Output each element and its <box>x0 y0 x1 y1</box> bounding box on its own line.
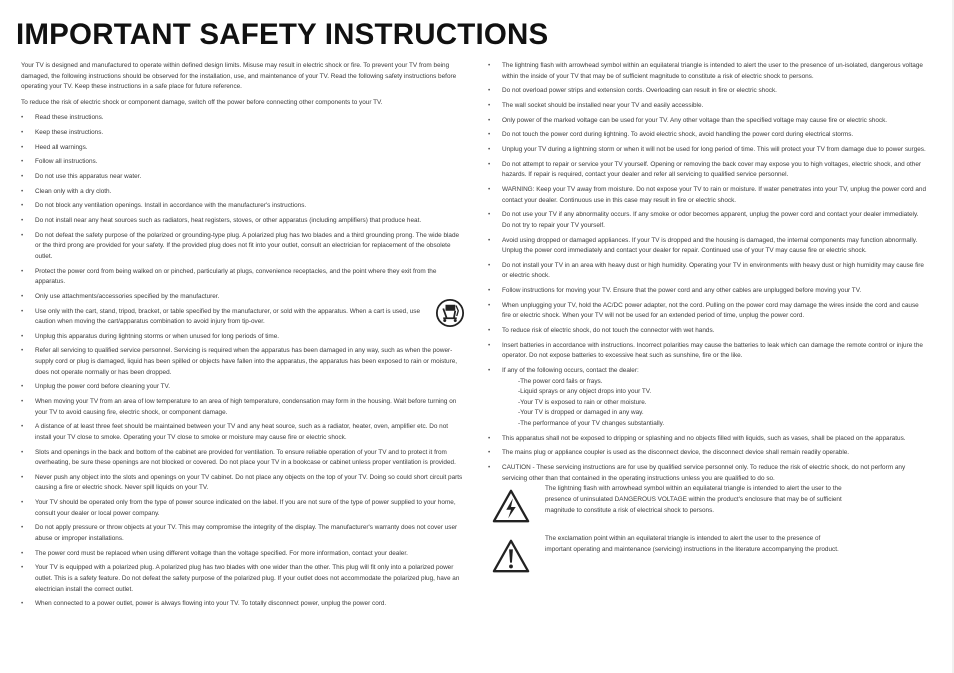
list-item: • Heed all warnings. <box>21 143 465 154</box>
list-item-cart <box>21 307 465 328</box>
lightning-triangle-icon <box>492 488 530 524</box>
list-item: • A distance of at least three feet should be maintained between your TV and any heat source, such as a radiator, heater, oven, amplifier etc. Do not install your TV close to smoke. Operating your TV close to smoke or moisture may cause fire or electric shock. <box>21 422 465 443</box>
list-item: • When connected to a power outlet, power is always flowing into your TV. To totally disconnect power, unplug the power cord. <box>21 599 465 610</box>
exclamation-warning <box>502 535 926 574</box>
list-item-conditions <box>502 366 926 430</box>
list-item: • Never push any object into the slots and openings on your TV cabinet. Do not place any objects on the top of your TV. Doing so could short circuit parts causing a fire or electric shock. Never spill liquids on your TV. <box>21 473 465 494</box>
list-item: • The mains plug or appliance coupler is used as the disconnect device, the disconnect device shall remain readily operable. <box>502 448 926 459</box>
list-item: • Protect the power cord from being walked on or pinched, particularly at plugs, convenience receptacles, and the point where they exit from the apparatus. <box>21 267 465 288</box>
cart-tip-over-icon <box>435 298 465 328</box>
list-item: • Insert batteries in accordance with instructions. Incorrect polarities may cause the batteries to leak which can damage the remote control or injure the operator. Do not expose batteries to excessive heat such as sunshine, fire or the like. <box>502 341 926 362</box>
list-item: • Do not block any ventilation openings. Install in accordance with the manufacturer's instructions. <box>21 201 465 212</box>
list-item: • Avoid using dropped or damaged appliances. If your TV is dropped and the housing is damaged, the internal components may function abnormally. Unplug the power cord immediately and contact your dealer for repair. Continued use of your TV may cause fire or electric shock. <box>502 236 926 257</box>
intro-paragraph: Your TV is designed and manufactured to operate within defined design limits. Misuse may result in electric shock or fire. To prevent your TV from being damaged, the following instructions should be observed for the installation, use, and maintenance of your TV. Read the following safety instructions before operating your TV. Keep these instructions in a safe place for future reference. <box>21 62 457 91</box>
list-item: • Unplug the power cord before cleaning your TV. <box>21 382 465 393</box>
list-item: • The power cord must be replaced when using different voltage than the voltage specified. For more information, contact your dealer. <box>21 549 465 560</box>
list-item: • Keep these instructions. <box>21 128 465 139</box>
list-item: • When unplugging your TV, hold the AC/DC power adapter, not the cord. Pulling on the power cord may damage the wires inside the cord and cause fire or electric shock. When your TV will not be used for an extended period of time, unplug the power cord. <box>502 301 926 322</box>
intro-paragraph-2: To reduce the risk of electric shock or component damage, switch off the power before connecting other components to your TV. <box>21 98 383 106</box>
list-item: • Do not touch the power cord during lightning. To avoid electric shock, avoid handling the power cord during electrical storms. <box>502 130 926 141</box>
condition-line: -Your TV is exposed to rain or other moisture. <box>518 398 647 406</box>
list-item: • The wall socket should be installed near your TV and easily accessible. <box>502 101 926 112</box>
list-item: • Follow instructions for moving your TV. Ensure that the power cord and any other cables are unplugged before moving your TV. <box>502 286 926 297</box>
list-item: • Do not attempt to repair or service your TV yourself. Opening or removing the back cover may expose you to high voltages, electric shock, and other hazards. If repair is required, contact your dealer and refer all servicing to qualified service personnel. <box>502 160 926 181</box>
list-item: • Unplug your TV during a lightning storm or when it will not be used for long period of time. This will protect your TV from damage due to power surges. <box>502 145 926 156</box>
condition-line: -Liquid sprays or any object drops into your TV. <box>518 388 652 396</box>
list-item: • Read these instructions. <box>21 113 465 124</box>
list-item: • WARNING: Keep your TV away from moisture. Do not expose your TV to rain or moisture. If water penetrates into your TV, unplug the power cord and contact your dealer. Continuous use in this case may result in fire or electric shock. <box>502 185 926 206</box>
list-item: • This apparatus shall not be exposed to dripping or splashing and no objects filled with liquids, such as vases, shall be placed on the apparatus. <box>502 434 926 445</box>
exclamation-triangle-icon <box>492 538 530 574</box>
list-item: • Follow all instructions. <box>21 157 465 168</box>
exclamation-warning-text: The exclamation point within an equilateral triangle is intended to alert the user to the presence of important operating and maintenance (servicing) instructions in the literature accompanying the product. <box>545 535 839 553</box>
list-item: • Your TV should be operated only from the type of power source indicated on the label. If you are not sure of the type of power supplied to your home, consult your dealer or local power company. <box>21 498 465 519</box>
list-item: • Do not use your TV if any abnormality occurs. If any smoke or odor becomes apparent, unplug the power cord and contact your dealer immediately. Do not try to repair your TV yourself. <box>502 210 926 231</box>
left-instruction-list <box>21 113 465 610</box>
condition-line: -Your TV is dropped or damaged in any way. <box>518 409 644 417</box>
page-title: IMPORTANT SAFETY INSTRUCTIONS <box>16 18 549 51</box>
list-item: • Unplug this apparatus during lightning storms or when unused for long periods of time. <box>21 332 465 343</box>
list-item: • Your TV is equipped with a polarized plug. A polarized plug has two blades with one wider than the other. This plug will fit only into a polarized power outlet. This is a safety feature. Do not defeat the safety purpose of the polarized plug. If your outlet does not accommodate the polarized plug, have an electrician install the correct outlet. <box>21 563 465 595</box>
list-item: • CAUTION - These servicing instructions are for use by qualified service personnel only. To reduce the risk of electric shock, do not perform any servicing other than that contained in the operating instructions unless you are qualified to do so. <box>502 463 926 484</box>
list-item: • Do not defeat the safety purpose of the polarized or grounding-type plug. A polarized plug has two blades and a third grounding prong. The wide blade or the third prong are provided for your safety. If the provided plug does not fit into your outlet, consult an electrician for replacement of the obsolete outlet. <box>21 231 465 263</box>
lightning-warning-text: The lightning flash with arrowhead symbol within an equilateral triangle is intended to alert the user to the presence of uninsulated DANGEROUS VOLTAGE within the product's enclosure that may be of sufficient magnitude to constitute a risk of electrical shock to persons. <box>545 485 842 514</box>
right-instruction-list <box>502 61 926 484</box>
list-item: • The lightning flash with arrowhead symbol within an equilateral triangle is intended to alert the user to the presence of un-isolated, dangerous voltage within the inside of your TV that may be of sufficient magnitude to constitute a risk of electric shock to persons. <box>502 61 926 82</box>
list-item: • Do not use this apparatus near water. <box>21 172 465 183</box>
list-item: • Do not install your TV in an area with heavy dust or high humidity. Operating your TV in environments with heavy dust or high humidity may cause fire or electric shock. <box>502 261 926 282</box>
conditions-intro: • If any of the following occurs, contact the dealer: <box>502 367 639 375</box>
lightning-warning <box>502 485 926 524</box>
list-item: • Do not overload power strips and extension cords. Overloading can result in fire or electric shock. <box>502 86 926 97</box>
list-item: • Clean only with a dry cloth. <box>21 187 465 198</box>
list-item: • Do not apply pressure or throw objects at your TV. This may compromise the integrity of the display. The manufacturer's warranty does not cover user abuse or improper installations. <box>21 523 465 544</box>
list-item: • Slots and openings in the back and bottom of the cabinet are provided for ventilation. To ensure reliable operation of your TV and to protect it from overheating, be sure these openings are not blocked or covered. Do not place your TV in a bookcase or cabinet unless proper ventilation is provided. <box>21 448 465 469</box>
condition-line: -The power cord fails or frays. <box>518 377 603 385</box>
list-item: • To reduce risk of electric shock, do not touch the connector with wet hands. <box>502 326 926 337</box>
list-item: • Do not install near any heat sources such as radiators, heat registers, stoves, or other apparatus (including amplifiers) that produce heat. <box>21 216 465 227</box>
list-item: • Only power of the marked voltage can be used for your TV. Any other voltage than the specified voltage may cause fire or electric shock. <box>502 116 926 127</box>
list-item: • Only use attachments/accessories specified by the manufacturer. <box>21 292 465 303</box>
list-item: • Refer all servicing to qualified service personnel. Servicing is required when the apparatus has been damaged in any way, such as when the power-supply cord or plug is damaged, liquid has been spilled or objects have fallen into the apparatus, the apparatus has been exposed to rain or moisture, does not operate normally or has been dropped. <box>21 346 465 378</box>
left-column <box>21 61 465 614</box>
list-item-text: Use only with the cart, stand, tripod, bracket, or table specified by the manufacturer, or sold with the apparatus. When a cart is used, use caution when moving the cart/apparatus combination to avoid injury from tip-over. <box>35 307 421 326</box>
right-column <box>502 61 926 574</box>
list-item: • When moving your TV from an area of low temperature to an area of high temperature, condensation may form in the housing. Wait before turning on your TV to avoid causing fire, electric shock, or component damage. <box>21 397 465 418</box>
condition-line: -The performance of your TV changes substantially. <box>518 420 665 428</box>
